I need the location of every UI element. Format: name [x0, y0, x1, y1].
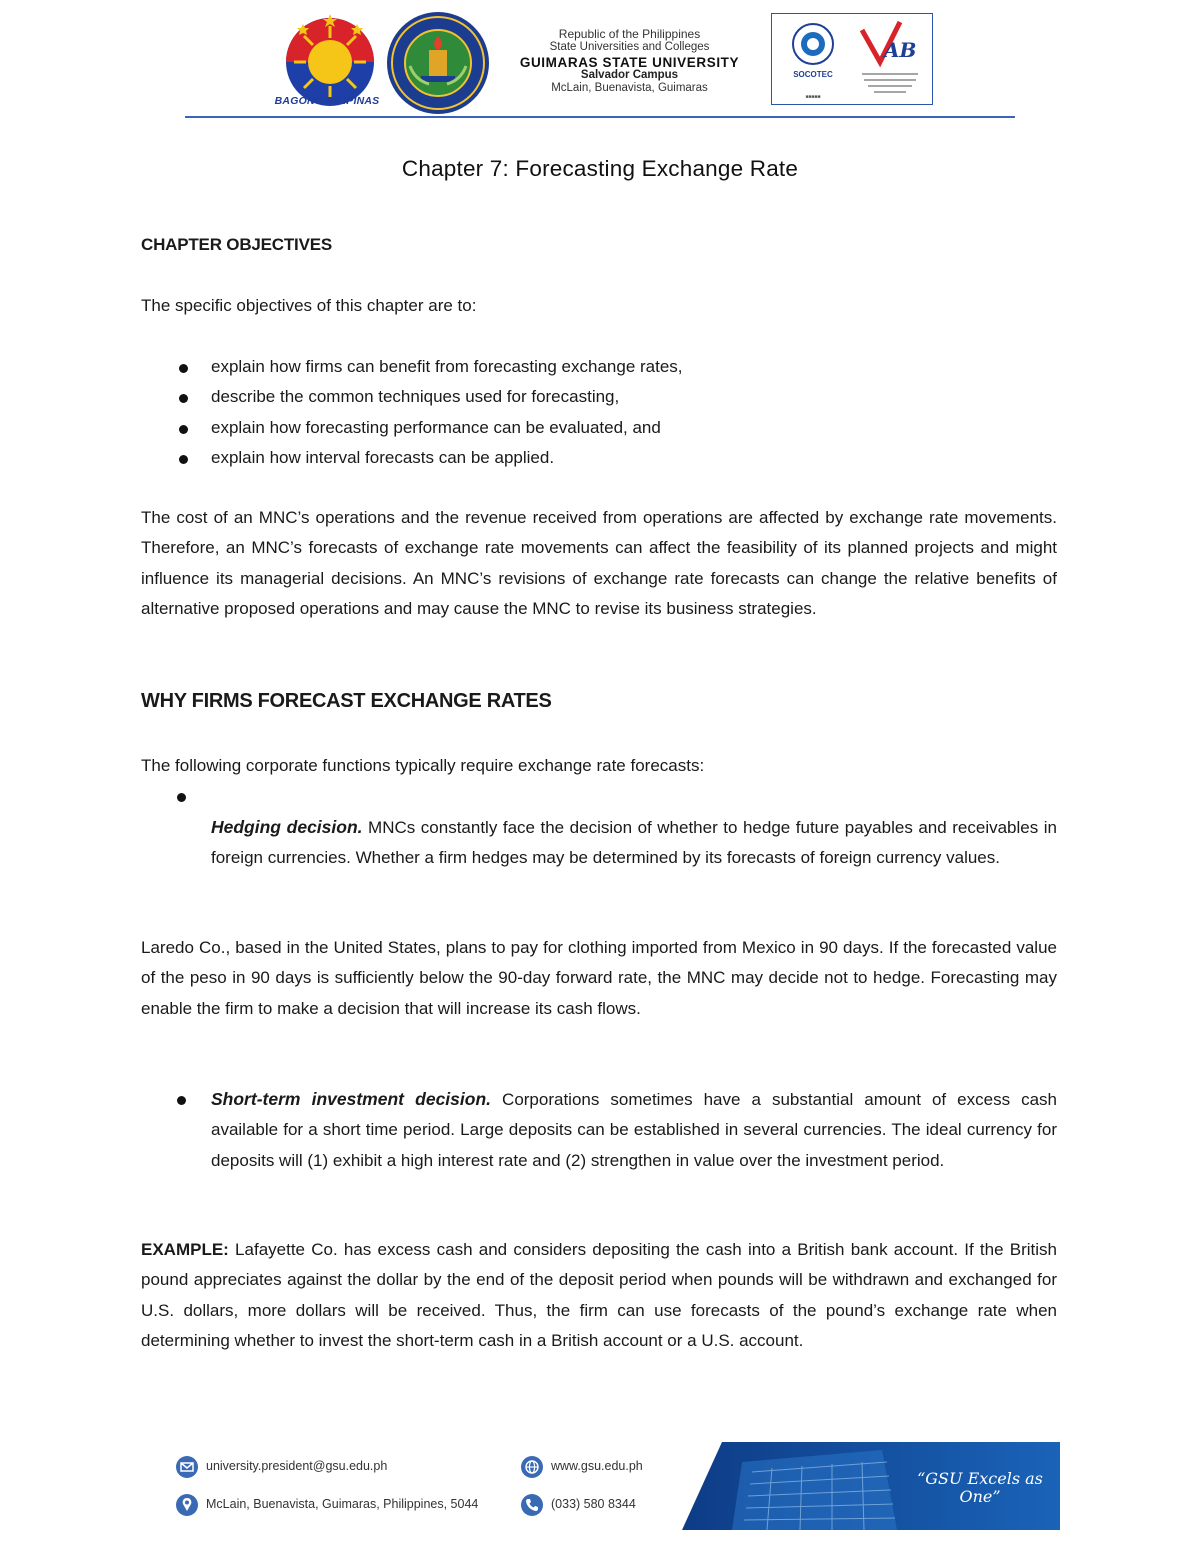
hedging-term: Hedging decision.: [211, 817, 363, 837]
footer-address: McLain, Buenavista, Guimaras, Philippines, 5044: [206, 1497, 479, 1511]
laredo-paragraph: Laredo Co., based in the United States, plans to pay for clothing imported from Mexico in 90 days. If the forecasted value of the peso in 90 days is sufficiently below the 90-day forward rate, the MNC may decide not to hedge. Forecasting may enable the firm to make a decision that will increase its cash flows.: [141, 938, 1057, 1018]
bagong-pilipinas-caption: BAGONG PILIPINAS: [274, 95, 380, 107]
bullet-icon: [179, 364, 188, 373]
bullet-icon: [177, 793, 186, 802]
why-intro: The following corporate functions typically require exchange rate forecasts:: [141, 756, 705, 775]
header-address: McLain, Buenavista, Guimaras: [551, 82, 708, 94]
hedging-decision-item: [211, 812, 1057, 874]
example-label: EXAMPLE:: [141, 1240, 229, 1259]
hedging-text: MNCs constantly face the decision of whether to hedge future payables and receivables in foreign currencies. Whether a firm hedges may be determined by its forecasts of foreign currency values.: [211, 818, 1057, 868]
objective-item: explain how interval forecasts can be applied.: [141, 443, 1057, 473]
header-campus: Salvador Campus: [580, 69, 679, 81]
bullet-icon: [177, 1096, 186, 1105]
bullet-icon: [179, 425, 188, 434]
footer-website[interactable]: www.gsu.edu.ph: [551, 1459, 643, 1473]
globe-icon: [521, 1456, 543, 1478]
header-divider: [185, 116, 1015, 118]
location-icon: [176, 1494, 198, 1516]
socotec-label: SOCOTEC: [793, 70, 833, 79]
shortterm-text: Corporations sometimes have a substantial amount of excess cash available for a short time period. Large deposits can be established in several currencies. The ideal currency for deposits will (1) exhibit a high interest rate and (2) strengthen in value over the investment period.: [211, 1090, 1057, 1170]
example-paragraph: [141, 1235, 1057, 1357]
header-republic: Republic of the Philippines: [558, 27, 701, 41]
header-university-name: GUIMARAS STATE UNIVERSITY: [519, 55, 740, 70]
objectives-heading: CHAPTER OBJECTIVES: [141, 235, 332, 254]
intro-paragraph: The cost of an MNC’s operations and the revenue received from operations are affected by exchange rate movements. Therefore, an MNC’s forecasts of exchange rate movements can affect the feasibility of its planned projects and might influence its managerial decisions. An MNC’s revisions of exchange rate forecasts can change the relative benefits of alternative proposed operations and may cause the MNC to revise its business strategies.: [141, 508, 1057, 619]
objectives-list: [141, 352, 1057, 474]
objective-item: describe the common techniques used for forecasting,: [141, 382, 1057, 412]
shortterm-term: Short-term investment decision.: [211, 1089, 492, 1109]
email-icon: [176, 1456, 198, 1478]
phone-icon: [521, 1494, 543, 1516]
banner-quote: “GSU Excels as One”: [917, 1469, 1043, 1506]
certification-logos: [771, 13, 933, 105]
bullet-icon: [179, 455, 188, 464]
bullet-icon: [179, 394, 188, 403]
university-header-text: [497, 28, 762, 95]
ab-accreditation-logo: [854, 18, 926, 100]
footer-phone: (033) 580 8344: [551, 1497, 636, 1511]
shortterm-decision-item: [211, 1084, 1057, 1176]
example-text: Lafayette Co. has excess cash and considers depositing the cash into a British bank account. If the British pound appreciates against the dollar by the end of the deposit period when pounds will be withdrawn and exchanged for U.S. dollars, more dollars will be received. Thus, the firm can use forecasts of the pound’s exchange rate when determining whether to invest the short-term cash in a British account or a U.S. account.: [141, 1240, 1057, 1351]
iso-badge: ■■■■■: [805, 94, 821, 100]
socotec-cert-logo: [778, 18, 848, 100]
objective-item: explain how forecasting performance can be evaluated, and: [141, 413, 1057, 443]
university-seal: [385, 10, 491, 116]
page-title: Chapter 7: Forecasting Exchange Rate: [401, 156, 799, 181]
objective-item: explain how firms can benefit from forecasting exchange rates,: [141, 352, 1057, 382]
footer-email[interactable]: university.president@gsu.edu.ph: [206, 1459, 388, 1473]
objectives-intro: The specific objectives of this chapter are to:: [141, 296, 477, 315]
header-suc: State Universities and Colleges: [549, 41, 710, 53]
why-heading: WHY FIRMS FORECAST EXCHANGE RATES: [141, 690, 552, 712]
ab-label: AB: [884, 38, 917, 62]
